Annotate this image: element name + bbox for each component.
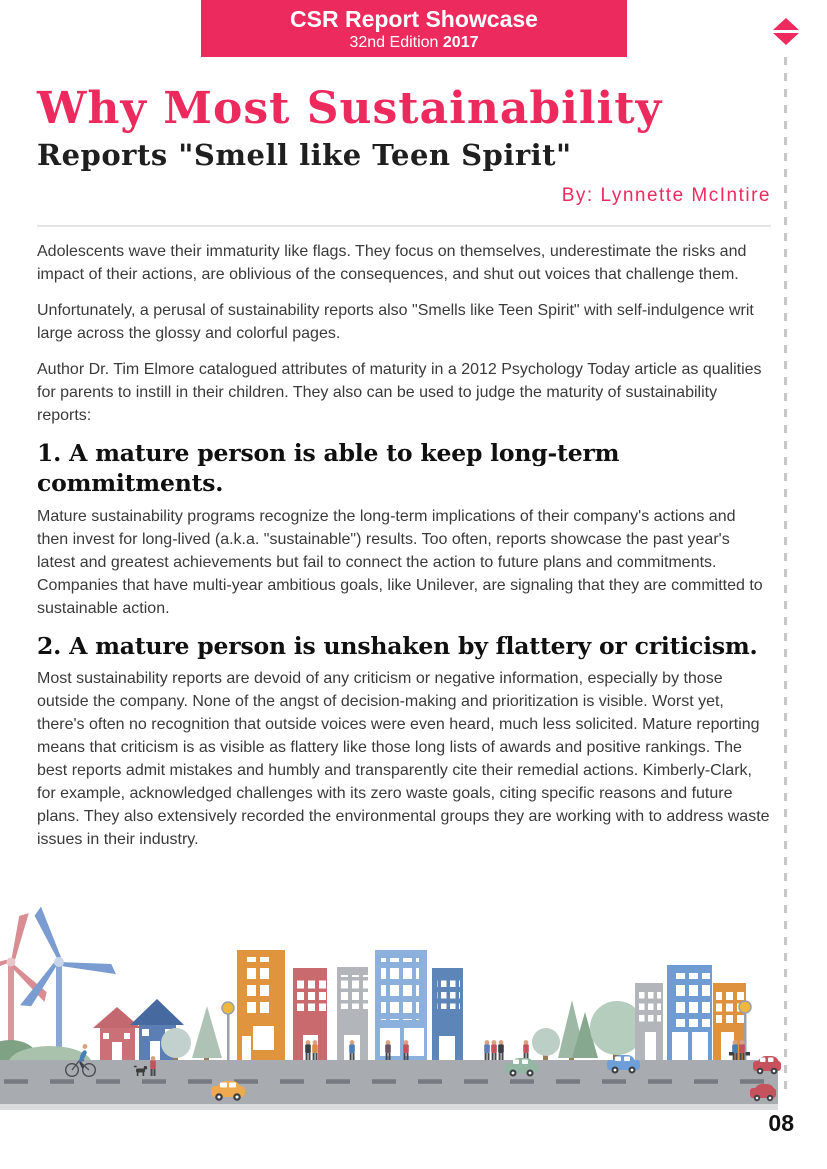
road xyxy=(0,1060,778,1110)
building-blue-right xyxy=(667,965,712,1060)
wind-turbine-pink xyxy=(0,900,75,1050)
divider-line xyxy=(37,225,771,227)
article-title-rest: Reports "Smell like Teen Spirit" xyxy=(37,137,572,172)
article xyxy=(37,84,771,851)
byline: By: Lynnette McIntire xyxy=(561,185,771,207)
diamond-up-down-icon xyxy=(773,18,799,45)
building-orange-left xyxy=(237,950,285,1060)
banner-subtitle xyxy=(201,34,627,52)
intro-paragraph: Unfortunately, a perusal of sustainability reports also "Smells like Teen Spirit" with self-indulgence writ large across the glossy and colorful pages. xyxy=(37,302,754,343)
tree-pine xyxy=(192,1006,222,1060)
section-1-body: Mature sustainability programs recognize the long-term implications of their company's actions and then invest for long-lived (a.k.a. "sustainable") results. Too often, reports showcase the past year's latest and greatest achievements but fail to connect the action to future plans and commitments. Companies that have multi-year ambitious goals, like Unilever, are signaling that they are committed to sustainable action. xyxy=(37,507,763,617)
section-2-body: Most sustainability reports are devoid of any criticism or negative information, especially by those outside the company. None of the angst of decision-making and prioritization is visible. Worst yet, there's often no recognition that outside voices were even heard, much less solicited. Mature reporting means that criticism is as visible as flattery like those long lists of awards and positive rankings. The best reports admit mistakes and humbly and transparently cite their remedial actions. Kimberly-Clark, for example, acknowledged challenges with its zero waste goals, citing specific reasons and future plans. They also extensively recorded the environmental groups they are working with to address waste issues in their industry. xyxy=(37,669,770,848)
city-illustration xyxy=(0,900,827,1110)
building-lightblue xyxy=(375,950,427,1060)
banner-year: 2017 xyxy=(442,34,479,52)
article-title-accent: Why Most Sustainability xyxy=(37,83,663,134)
intro-paragraph: Adolescents wave their immaturity like flags. They focus on themselves, underestimate the risks and impact of their actions, are oblivious of the consequences, and shut out voices that challenge them. xyxy=(37,243,747,284)
section-1-heading: 1. A mature person is able to keep long-term commitments. xyxy=(37,439,620,498)
banner-edition: 32nd Edition xyxy=(349,34,439,52)
intro-paragraph: Author Dr. Tim Elmore catalogued attributes of maturity in a 2012 Psychology Today article as qualities for parents to instill in their children. They also can be used to judge the maturity of sustainability reports: xyxy=(37,361,762,425)
street-lamp xyxy=(222,1002,234,1060)
banner-title: CSR Report Showcase xyxy=(290,6,538,32)
house-red xyxy=(93,1007,141,1060)
building-blue xyxy=(432,968,463,1060)
edition-banner xyxy=(201,0,627,57)
tree-round-mid xyxy=(532,1028,560,1060)
triangle-down-icon xyxy=(773,33,799,45)
building-gray-right xyxy=(635,983,663,1060)
section-2-heading: 2. A mature person is unshaken by flattery or criticism. xyxy=(37,631,758,660)
page-number: 08 xyxy=(768,1110,794,1136)
triangle-up-icon xyxy=(773,18,799,30)
